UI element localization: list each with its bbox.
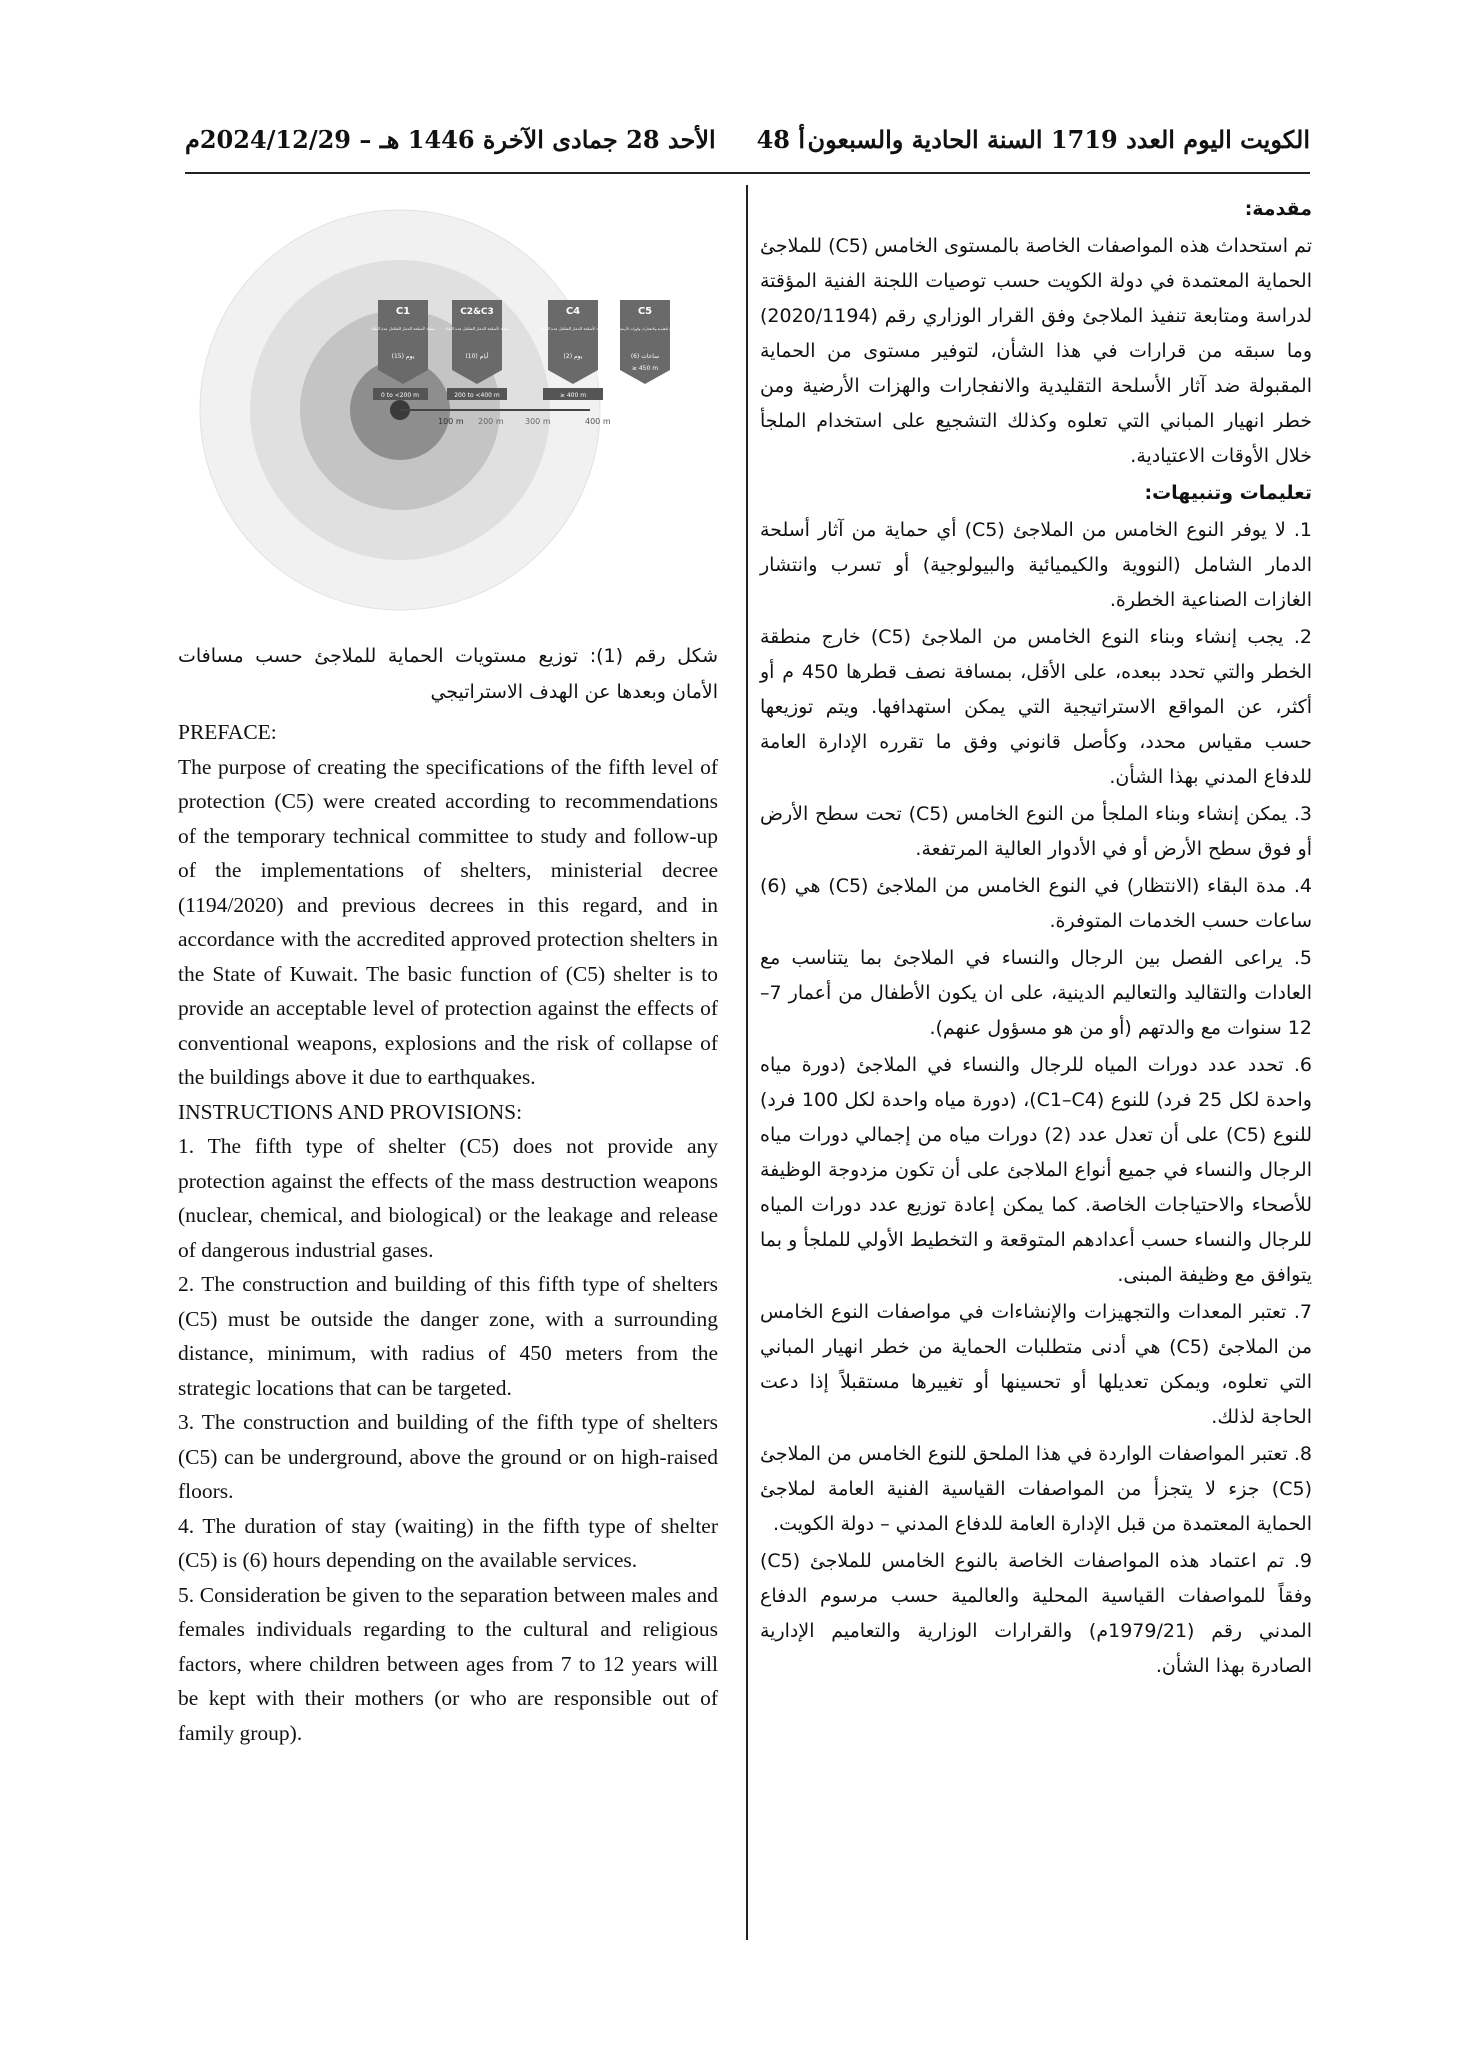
label-c1 [371, 300, 435, 384]
label-code: C4 [565, 306, 581, 317]
header-date: الأحد 28 جمادى الآخرة 1446 هـ – 2024/12/29م [185, 125, 716, 154]
label-desc: مضاد للأسلحة التقليدية والانفجارات والهزات الأرضية مدة الانتظار [602, 327, 688, 331]
label-range: ≥ 450 m [631, 365, 659, 372]
axis-label: 200 m [478, 417, 504, 426]
label-duration: (15) يوم [391, 353, 415, 360]
axis-label: 400 m [585, 417, 611, 426]
label-code: C5 [637, 306, 653, 317]
english-column [178, 715, 718, 1750]
label-code: C1 [395, 306, 411, 317]
arabic-item: 8. تعتبر المواصفات الواردة في هذا الملحق للنوع الخامس من الملاجئ (C5) جزء لا يتجزأ من المواصفات القياسية الفنية العامة لملاجئ الحماية المعتمدة من قبل الإدارة العامة للدفاع المدني – دولة الكويت. [760, 1443, 1312, 1535]
figure-caption: شكل رقم (1): توزيع مستويات الحماية للملاجئ حسب مسافات الأمان وبعدها عن الهدف الاستراتيجي [178, 645, 718, 703]
protection-zones-diagram [190, 205, 745, 625]
english-item: 5. Consideration be given to the separation between males and females individuals regarding to the cultural and religious factors, where children between ages from 7 to 12 years will be kept with their mothers (or who are responsible out of family group). [178, 1582, 718, 1745]
page-header [185, 125, 1310, 165]
arabic-item: 4. مدة البقاء (الانتظار) في النوع الخامس من الملاجئ (C5) هي (6) ساعات حسب الخدمات المتوفرة. [760, 875, 1312, 932]
arabic-intro-title: مقدمة: [1244, 198, 1312, 220]
arabic-item: 9. تم اعتماد هذه المواصفات الخاصة بالنوع الخامس للملاجئ (C5) وفقاً للمواصفات القياسية المحلية والعالمية حسب مرسوم الدفاع المدني رقم (1979/21م) والقرارات الوزارية والتعاميم الإدارية الصادرة بهذا الشأن. [760, 1550, 1313, 1677]
english-instructions-title: INSTRUCTIONS AND PROVISIONS: [178, 1099, 523, 1124]
header-issue: الكويت اليوم العدد 1719 السنة الحادية والسبعون [807, 125, 1310, 154]
arabic-instructions-title: تعليمات وتنبيهات: [1144, 482, 1312, 504]
range-c2c3: 200 to <400 m [454, 392, 500, 399]
label-desc: مضاد لأسلحة الدمار الشامل مدة البقاء [541, 326, 605, 331]
arabic-item: 3. يمكن إنشاء وبناء الملجأ من النوع الخامس (C5) تحت سطح الأرض أو فوق سطح الأرض أو في الأدوار العالية المرتفعة. [760, 803, 1312, 860]
arabic-item: 6. تحدد عدد دورات المياه للرجال والنساء في الملاجئ (دورة مياه واحدة لكل 25 فرد) للنوع (C1–C4)، (دورة مياه واحدة لكل 100 فرد) للنوع (C5) على أن تعدل عدد (2) دورات مياه من إجمالي دورات مياه الرجال والنساء في جميع أنواع الملاجئ على أن تكون مزدوجة الوظيفة للأصحاء والاحتياجات الخاصة. كما يمكن إعادة توزيع عدد دورات المياه للرجال والنساء حسب أعدادهم المتوقعة و التخطيط الأولي للملجأ و بما يتوافق مع وظيفة المبنى. [760, 1054, 1312, 1286]
axis-label: 100 m [438, 417, 464, 426]
english-item: 2. The construction and building of this fifth type of shelters (C5) must be outside the danger zone, with a surrounding distance, minimum, with radius of 450 meters from the strategic locations that can be targeted. [178, 1272, 718, 1400]
english-item: 4. The duration of stay (waiting) in the fifth type of shelter (C5) is (6) hours depending on the available services. [178, 1513, 718, 1572]
english-preface-text: The purpose of creating the specifications of the fifth level of protection (C5) were created according to recommendations of the temporary technical committee to study and follow-up of the implementations of shelters, ministerial decree (1194/2020) and previous decrees in this regard, and in accordance with the accredited approved protection shelters in the State of Kuwait. The basic function of (C5) shelter is to provide an acceptable level of protection against the effects of conventional weapons, explosions and the risk of collapse of the buildings above it due to earthquakes. [178, 754, 718, 1089]
arabic-item: 2. يجب إنشاء وبناء النوع الخامس من الملاجئ (C5) خارج منطقة الخطر والتي تحدد ببعده، على الأقل، بمسافة نصف قطرها 450 م أو أكثر، عن المواقع الاستراتيجية التي يمكن استهدافها. ويتم توزيعها حسب مقياس محدد، وكأصل قانوني وفق ما تقرره الإدارة العامة للدفاع المدني بهذا الشأن. [760, 626, 1312, 788]
header-rule [185, 172, 1310, 174]
label-duration: (2) يوم [563, 353, 583, 360]
arabic-column [760, 192, 1312, 1686]
column-divider [746, 185, 748, 1940]
english-item: 1. The fifth type of shelter (C5) does not provide any protection against the effects of the mass destruction weapons (nuclear, chemical, and biological) or the leakage and release of dangerous industrial gases. [178, 1134, 718, 1262]
english-preface-title: PREFACE: [178, 720, 277, 744]
arabic-item: 1. لا يوفر النوع الخامس من الملاجئ (C5) أي حماية من آثار أسلحة الدمار الشامل (النووية والكيميائية والبيولوجية) أو تسرب وانتشار الغازات الصناعية الخطرة. [760, 519, 1312, 611]
label-duration: (6) ساعات [630, 353, 660, 360]
range-c4: ≥ 400 m [559, 392, 587, 399]
header-page-number: أ 48 [756, 125, 805, 154]
label-desc: مضاد لأسلحة الدمار الشامل مدة البقاء [371, 326, 435, 331]
label-c4 [541, 300, 605, 384]
arabic-item: 7. تعتبر المعدات والتجهيزات والإنشاءات في مواصفات النوع الخامس من الملاجئ (C5) هي أدنى متطلبات الحماية من خطر انهيار المباني التي تعلوه، ويمكن تعديلها أو تحسينها أو تغييرها مستقبلاً إذا دعت الحاجة لذلك. [760, 1301, 1313, 1428]
label-code: C2&C3 [460, 307, 494, 317]
axis-label: 300 m [525, 417, 551, 426]
arabic-item: 5. يراعى الفصل بين الرجال والنساء في الملاجئ بما يتناسب مع العادات والتقاليد والتعاليم الدينية، على ان يكون الأطفال من أعمار 7–12 سنوات مع والدتهم (أو من هو مسؤول عنهم). [760, 947, 1312, 1039]
label-c5 [601, 300, 687, 384]
english-item: 3. The construction and building of the fifth type of shelters (C5) can be underground, above the ground or on high-raised floors. [178, 1410, 718, 1503]
arabic-intro-text: تم استحداث هذه المواصفات الخاصة بالمستوى الخامس (C5) للملاجئ الحماية المعتمدة في دولة الكويت حسب توصيات اللجنة الفنية المؤقتة لدراسة ومتابعة تنفيذ الملاجئ وفق القرار الوزاري رقم (2020/1194) وما سبقه من قرارات في هذا الشأن، لتوفير مستوى من الحماية المقبولة ضد آثار الأسلحة التقليدية والانفجارات والهزات الأرضية ومن خطر انهيار المباني التي تعلوه وكذلك التشجيع على استخدام الملجأ خلال الأوقات الاعتيادية. [760, 235, 1313, 467]
label-c2c3 [445, 300, 509, 384]
range-c1: 0 to <200 m [381, 392, 419, 399]
label-desc: مضاد لأسلحة الدمار الشامل مدة البقاء [445, 326, 509, 331]
label-duration: (10) أيام [465, 353, 489, 360]
